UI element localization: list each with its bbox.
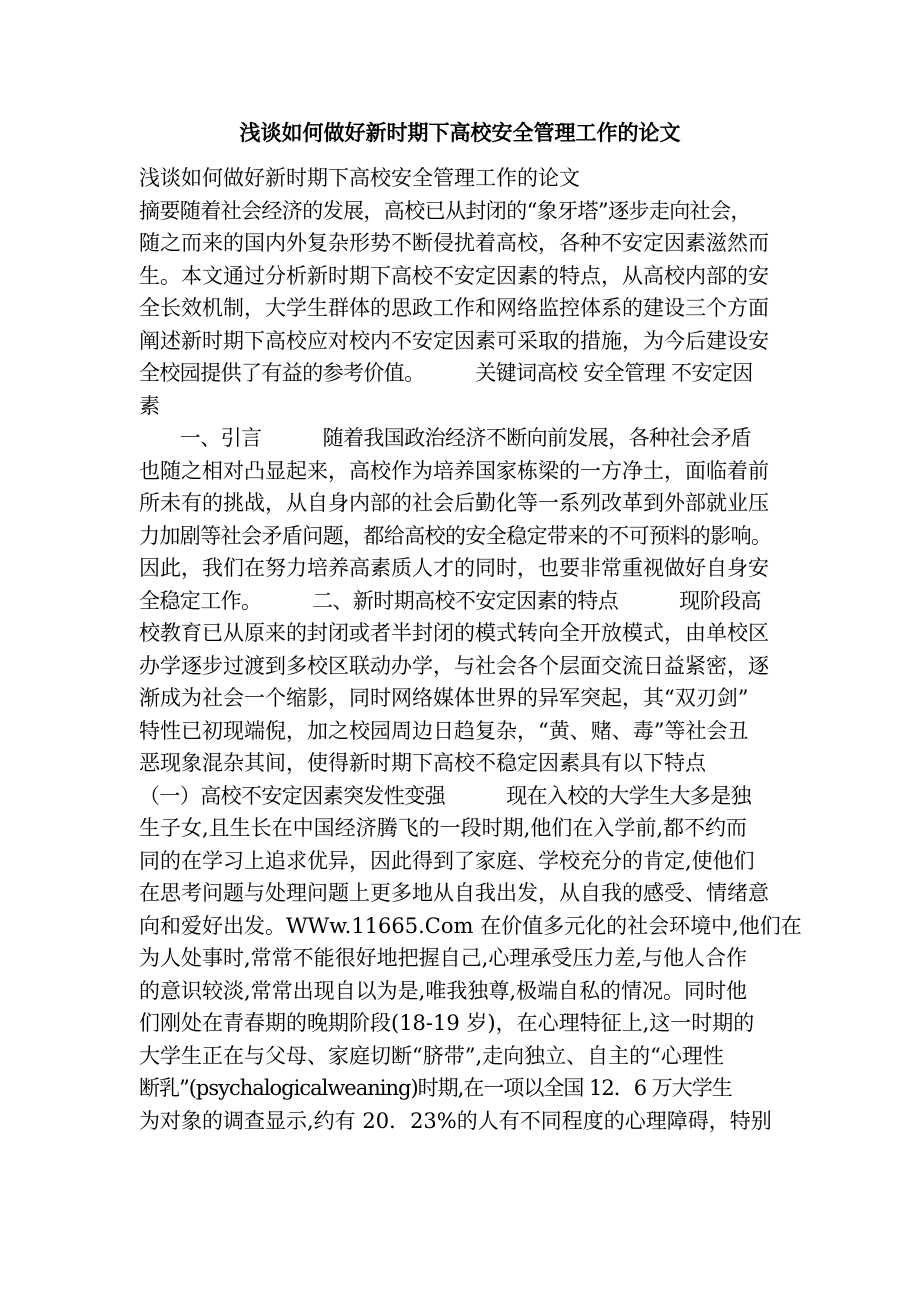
text-line: 在思考问题与处理问题上更多地从自我出发，从自我的感受、情绪意: [139, 881, 769, 905]
text-line: （一）高校不安定因素突发性变强 现在入校的大学生大多是独: [139, 783, 751, 808]
text-line: 为对象的调查显示,约有 20．23%的人有不同程度的心理障碍，特别: [139, 1108, 772, 1133]
text-line: 向和爱好出发。WWw.11665.Com 在价值多元化的社会环境中,他们在: [139, 913, 802, 938]
text-line: 办学逐步过渡到多校区联动办学，与社会各个层面交流日益紧密，逐: [139, 653, 769, 678]
text-line: 们刚处在青春期的晚期阶段(18-19 岁)，在心理特征上,这一时期的: [139, 1011, 755, 1035]
text-line: 特性已初现端倪，加之校园周边日趋复杂，“黄、赌、毒”等社会丑: [139, 718, 749, 743]
text-line: 力加剧等社会矛盾问题，都给高校的安全稳定带来的不可预料的影响。: [139, 523, 772, 548]
text-line: 一、引言 随着我国政治经济不断向前发展，各种社会矛盾: [139, 426, 751, 450]
text-line: 渐成为社会一个缩影，同时网络媒体世界的异军突起，其“双刃剑”: [139, 686, 749, 710]
text-line: 因此，我们在努力培养高素质人才的同时，也要非常重视做好自身安: [139, 556, 769, 580]
text-line: 断乳”(psychalogicalweaning)时期,在一项以全国 12．6 万大学生: [139, 1076, 732, 1100]
text-line: 为人处事时,常常不能很好地把握自己,心理承受压力差,与他人合作: [139, 946, 748, 970]
document-title: 浅谈如何做好新时期下高校安全管理工作的论文: [239, 120, 681, 145]
document-body: [139, 162, 802, 1137]
text-line: 校教育已从原来的封闭或者半封闭的模式转向全开放模式，由单校区: [139, 621, 769, 645]
text-line: 所未有的挑战，从自身内部的社会后勤化等一系列改革到外部就业压: [139, 491, 769, 515]
text-line: 摘要随着社会经济的发展，高校已从封闭的“象牙塔”逐步走向社会，: [139, 198, 751, 223]
text-line: 全长效机制，大学生群体的思政工作和网络监控体系的建设三个方面: [139, 296, 769, 320]
text-line: 浅谈如何做好新时期下高校安全管理工作的论文: [139, 166, 580, 190]
text-line: 的意识较淡,常常出现自以为是,唯我独尊,极端自私的情况。同时他: [139, 978, 748, 1003]
text-line: 大学生正在与父母、家庭切断“脐带”,走向独立、自主的“心理性: [139, 1043, 724, 1068]
text-line: 生子女,且生长在中国经济腾飞的一段时期,他们在入学前,都不约而: [139, 816, 748, 840]
text-line: 随之而来的国内外复杂形势不断侵扰着高校，各种不安定因素滋然而: [139, 231, 769, 255]
text-line: 同的在学习上追求优异，因此得到了家庭、学校充分的肯定,使他们: [139, 848, 755, 873]
text-line: 全校园提供了有益的参考价值。 关键词高校 安全管理 不安定因: [139, 361, 753, 385]
text-line: 全稳定工作。 二、新时期高校不安定因素的特点 现阶段高: [139, 588, 761, 613]
text-line: 生。本文通过分析新时期下高校不安定因素的特点，从高校内部的安: [139, 263, 769, 288]
text-line: 恶现象混杂其间，使得新时期下高校不稳定因素具有以下特点: [139, 751, 706, 775]
text-line: 也随之相对凸显起来，高校作为培养国家栋梁的一方净土，面临着前: [139, 458, 769, 483]
text-line: 阐述新时期下高校应对校内不安定因素可采取的措施，为今后建设安: [139, 328, 769, 353]
text-line: 素: [139, 393, 160, 418]
